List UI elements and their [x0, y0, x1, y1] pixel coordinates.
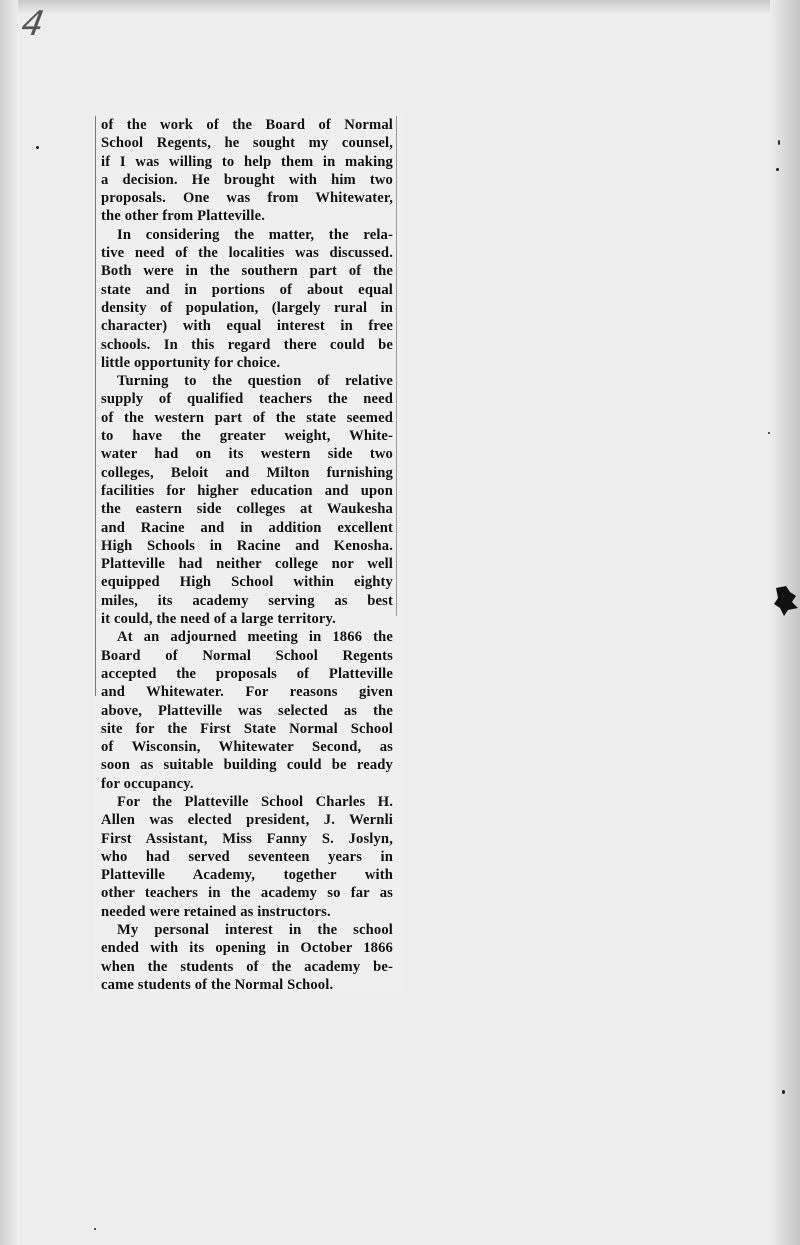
page-edge-top [0, 0, 800, 14]
article-line: Allen was elected president, J. Wernli [101, 812, 393, 829]
article-line: a decision. He brought with him two [101, 171, 393, 188]
article-line: and Whitewater. For reasons given [101, 684, 393, 701]
article-line: School Regents, he sought my counsel, [101, 135, 393, 152]
article-line: it could, the need of a large territory. [101, 611, 336, 628]
article-line: of the work of the Board of Normal [101, 117, 393, 133]
article-line: miles, its academy serving as best [101, 592, 393, 609]
article-line: Turning to the question of relative [117, 373, 393, 390]
article-paragraph [101, 226, 393, 372]
article-line: equipped High School within eighty [101, 574, 393, 591]
dust-speck [768, 432, 770, 434]
article-line: state and in portions of about equal [101, 281, 393, 298]
article-line: and Racine and in addition excellent [101, 519, 393, 536]
article-line: for occupancy. [101, 775, 194, 792]
article-paragraph [101, 372, 393, 628]
page-edge-right [770, 0, 800, 1245]
article-line: accepted the proposals of Platteville [101, 665, 393, 682]
article-line: tive need of the localities was discussed. [101, 245, 393, 262]
article-line: First Assistant, Miss Fanny S. Joslyn, [101, 830, 393, 847]
article-line: who had served seventeen years in [101, 848, 393, 865]
article-line: little opportunity for choice. [101, 354, 281, 371]
article-line: when the students of the academy be- [101, 958, 393, 975]
article-line: Both were in the southern part of the [101, 263, 393, 280]
article-line: to have the greater weight, White- [101, 428, 393, 445]
article-line: of the western part of the state seemed [101, 409, 393, 426]
article-paragraph [101, 116, 393, 226]
article-line: Platteville Academy, together with [101, 867, 393, 884]
article-line: At an adjourned meeting in 1866 the [117, 629, 393, 646]
article-paragraph [101, 921, 393, 994]
page-edge-left [0, 0, 18, 1245]
article-line: colleges, Beloit and Milton furnishing [101, 464, 393, 481]
article-line: came students of the Normal School. [101, 976, 334, 993]
article-line: ended with its opening in October 1866 [101, 940, 393, 957]
article-line: the eastern side colleges at Waukesha [101, 501, 393, 518]
article-line: supply of qualified teachers the need [101, 391, 393, 408]
dust-speck [776, 168, 779, 171]
article-line: water had on its western side two [101, 446, 393, 463]
article-line: My personal interest in the school [117, 922, 393, 939]
dust-speck [36, 146, 39, 149]
article-line: site for the First State Normal School [101, 720, 393, 737]
article-line: Platteville had neither college nor well [101, 556, 393, 573]
article-line: character) with equal interest in free [101, 318, 393, 335]
article-line: soon as suitable building could be ready [101, 757, 393, 774]
clipping-edge-left [95, 116, 96, 696]
article-line: needed were retained as instructors. [101, 903, 331, 920]
page-number: 4 [18, 4, 48, 44]
article-paragraph [101, 628, 393, 793]
article-line: of Wisconsin, Whitewater Second, as [101, 739, 393, 756]
article-line: if I was willing to help them in making [101, 153, 393, 170]
article-line: High Schools in Racine and Kenosha. [101, 537, 393, 554]
article-line: density of population, (largely rural in [101, 299, 393, 316]
article-line: For the Platteville School Charles H. [117, 793, 393, 810]
article-line: facilities for higher education and upon [101, 482, 393, 499]
dust-speck [778, 140, 780, 145]
article-paragraph [101, 793, 393, 921]
article-line: In considering the matter, the rela- [117, 226, 393, 243]
article-line: schools. In this regard there could be [101, 336, 393, 353]
article-column [101, 116, 393, 994]
article-line: the other from Platteville. [101, 208, 265, 225]
dust-speck [94, 1228, 96, 1230]
dust-speck [782, 1090, 785, 1094]
article-line: proposals. One was from Whitewater, [101, 190, 393, 207]
article-line: above, Platteville was selected as the [101, 702, 393, 719]
article-line: Board of Normal School Regents [101, 647, 393, 664]
ink-blot [772, 584, 798, 618]
clipping-edge-right [396, 116, 397, 616]
article-line: other teachers in the academy so far as [101, 885, 393, 902]
